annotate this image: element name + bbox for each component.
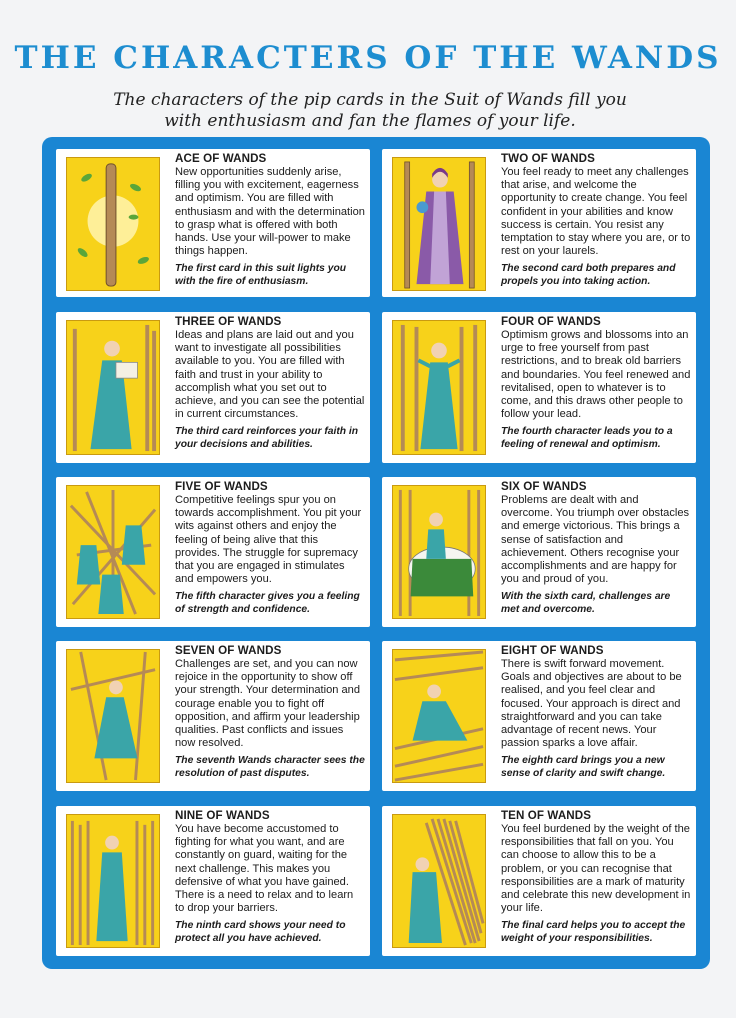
card-description: Challenges are set, and you can now rejoice in the opportunity to show off your strength. Your determination and courage enable you to fight off opposition, and affirm your leadership qualities. Past conflicts and issues now resolved. xyxy=(175,658,361,750)
card-title: TEN OF WANDS xyxy=(501,809,592,822)
card-four-of-wands xyxy=(382,312,696,463)
seven-of-wands-illustration xyxy=(66,649,160,783)
card-title: THREE OF WANDS xyxy=(175,315,282,328)
card-ace-of-wands xyxy=(56,149,370,297)
page-title: THE CHARACTERS OF THE WANDS xyxy=(14,40,722,76)
card-six-of-wands xyxy=(382,477,696,627)
five-of-wands-illustration xyxy=(66,485,160,619)
card-ten-of-wands xyxy=(382,806,696,956)
card-title: TWO OF WANDS xyxy=(501,152,595,165)
card-summary: The ninth card shows your need to protect all you have achieved. xyxy=(175,920,346,944)
card-description: You feel burdened by the weight of the responsibilities that fall on you. You can choose to allow this to be a problem, or you can recognise that responsibilities are a mark of maturity and celebrate this new development in your life. xyxy=(501,823,691,915)
eight-of-wands-illustration xyxy=(392,649,486,783)
ten-of-wands-illustration xyxy=(392,814,486,948)
three-of-wands-illustration xyxy=(66,320,160,455)
card-description: There is swift forward movement. Goals and objectives are about to be realised, and you feel clear and focused. Your approach is direct and straightforward and you can take advantage of recent news. Your passion sparks a love affair. xyxy=(501,658,682,750)
card-title: FIVE OF WANDS xyxy=(175,480,268,493)
card-description: Problems are dealt with and overcome. You triumph over obstacles and emerge victorious. This brings a sense of satisfaction and achievement. Others recognise your accomplishments and are happy for you and proud of you. xyxy=(501,494,690,586)
card-summary: The second card both prepares and propels you into taking action. xyxy=(501,263,676,287)
card-summary: With the sixth card, challenges are met and overcome. xyxy=(501,591,671,615)
card-description: Ideas and plans are laid out and you want to investigate all possibilities available to you. You are filled with faith and trust in your ability to accomplish what you set out to achieve, and you can see the potential in current circumstances. xyxy=(175,329,365,421)
card-nine-of-wands xyxy=(56,806,370,956)
card-summary: The seventh Wands character sees the resolution of past disputes. xyxy=(175,755,365,779)
card-summary: The eighth card brings you a new sense of clarity and swift change. xyxy=(501,755,666,779)
four-of-wands-illustration xyxy=(392,320,486,455)
page-subtitle: The characters of the pip cards in the Suit of Wands fill you with enthusiasm and fan the flames of your life. xyxy=(113,90,627,131)
card-summary: The fourth character leads you to a feeling of renewal and optimism. xyxy=(501,426,673,450)
card-description: You have become accustomed to fighting for what you want, and are constantly on guard, waiting for the next challenge. This makes you defensive of what you have gained. There is a need to relax and to learn to drop your barriers. xyxy=(175,823,354,915)
card-five-of-wands xyxy=(56,477,370,627)
two-of-wands-illustration xyxy=(392,157,486,291)
card-summary: The final card helps you to accept the weight of your responsibilities. xyxy=(501,920,686,944)
card-title: EIGHT OF WANDS xyxy=(501,644,604,657)
card-title: FOUR OF WANDS xyxy=(501,315,601,328)
card-three-of-wands xyxy=(56,312,370,463)
six-of-wands-illustration xyxy=(392,485,486,619)
card-seven-of-wands xyxy=(56,641,370,791)
card-two-of-wands xyxy=(382,149,696,297)
card-description: Optimism grows and blossoms into an urge to free yourself from past restrictions, and to break old barriers and boundaries. You feel renewed and revitalised, open to whatever is to come, and this draws other people to follow your lead. xyxy=(501,329,691,421)
nine-of-wands-illustration xyxy=(66,814,160,948)
card-eight-of-wands xyxy=(382,641,696,791)
ace-of-wands-illustration xyxy=(66,157,160,291)
card-title: SIX OF WANDS xyxy=(501,480,587,493)
card-description: You feel ready to meet any challenges that arise, and welcome the opportunity to create change. You feel confident in your abilities and know success is certain. You resist any temptation to stay where you are, or to rest on your laurels. xyxy=(501,166,691,258)
card-summary: The first card in this suit lights you with the fire of enthusiasm. xyxy=(175,263,347,287)
card-title: SEVEN OF WANDS xyxy=(175,644,282,657)
card-description: Competitive feelings spur you on towards accomplishment. You pit your wits against others and enjoy the feeling of being alive that this provides. The struggle for supremacy that you are engaged in stimulates and empowers you. xyxy=(175,494,362,586)
cards-panel xyxy=(42,137,710,969)
card-description: New opportunities suddenly arise, filling you with excitement, eagerness and optimism. You are filled with enthusiasm and with the determination to grasp what is offered with both hands. Use your will-power to make things happen. xyxy=(175,166,365,258)
card-summary: The fifth character gives you a feeling of strength and confidence. xyxy=(175,591,360,615)
card-summary: The third card reinforces your faith in your decisions and abilities. xyxy=(175,426,359,450)
card-title: NINE OF WANDS xyxy=(175,809,270,822)
card-title: ACE OF WANDS xyxy=(175,152,267,165)
